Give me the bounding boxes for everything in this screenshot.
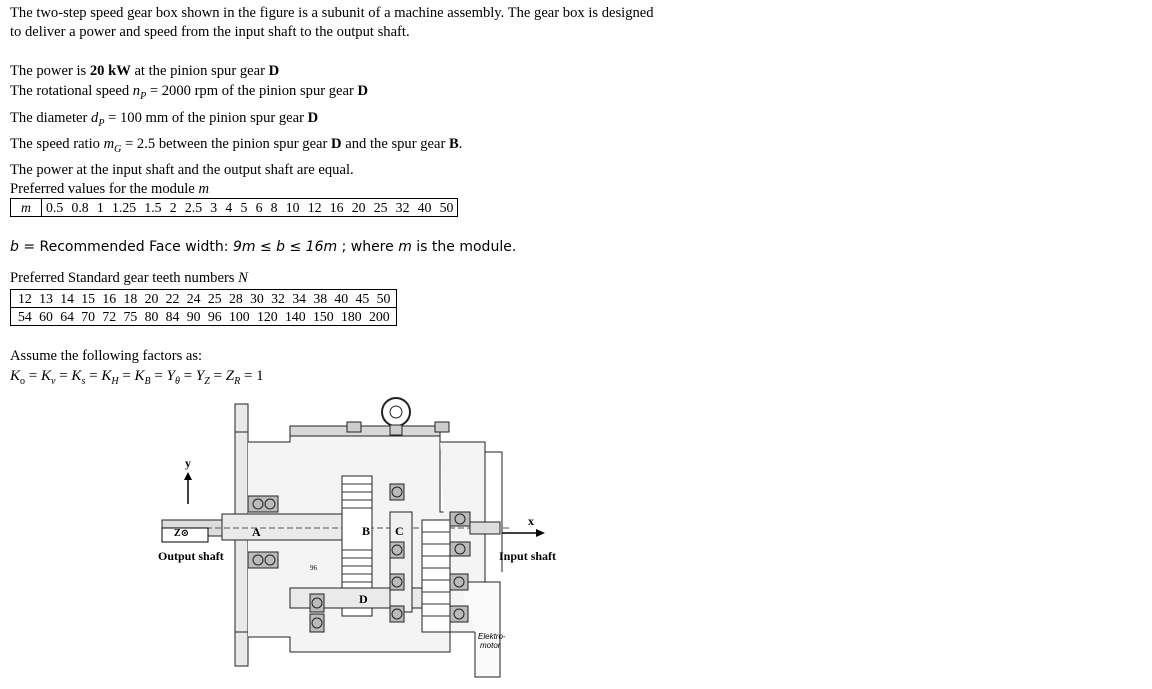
document-page bbox=[10, 4, 1140, 392]
face-width-line: b = Recommended Face width: 9m ≤ b ≤ 16m ; where m is the module. bbox=[10, 239, 517, 256]
module-value: 3 bbox=[210, 200, 218, 216]
power-line: The power is 20 kW at the pinion spur gear D bbox=[10, 63, 280, 79]
module-value: 10 bbox=[285, 200, 300, 216]
module-value: 1.5 bbox=[144, 200, 162, 216]
teeth-value: 32 bbox=[271, 290, 285, 306]
factors-heading: Assume the following factors as: bbox=[10, 347, 203, 364]
teeth-value: 45 bbox=[355, 290, 370, 306]
module-table bbox=[10, 198, 458, 217]
teeth-value: 140 bbox=[284, 308, 306, 324]
teeth-value: 13 bbox=[39, 290, 53, 306]
teeth-value: 100 bbox=[228, 308, 250, 324]
teeth-value: 84 bbox=[165, 308, 180, 324]
teeth-value: 64 bbox=[60, 308, 74, 324]
module-value: 1 bbox=[96, 200, 104, 216]
teeth-row-1 bbox=[11, 289, 397, 307]
module-value: 1.25 bbox=[111, 200, 137, 216]
teeth-value: 90 bbox=[186, 308, 201, 324]
teeth-value: 40 bbox=[334, 290, 349, 306]
teeth-row-2 bbox=[11, 307, 397, 325]
module-symbol-cell: m bbox=[11, 199, 42, 217]
diameter-line: The diameter $d_P = 100$ mm of the pinion spur gear D bbox=[10, 109, 319, 129]
teeth-value: 80 bbox=[144, 308, 159, 324]
zo-label: Z⊙ bbox=[174, 528, 190, 539]
teeth-value: 120 bbox=[256, 308, 278, 324]
factors-equation: $K_o = K_v = K_s = K_H = K_B = Y_\theta = Y_Z = Z_R = 1$ bbox=[10, 367, 264, 387]
teeth-value: 18 bbox=[123, 290, 138, 306]
teeth-value: 75 bbox=[123, 308, 138, 324]
input-shaft-label: Input shaft bbox=[499, 549, 557, 563]
label-b: B bbox=[362, 524, 371, 538]
output-shaft-label: Output shaft bbox=[158, 549, 224, 563]
intro-line-2: to deliver a power and speed from the input shaft to the output shaft. bbox=[10, 24, 410, 40]
gearbox-svg bbox=[150, 392, 570, 680]
module-value: 6 bbox=[255, 200, 263, 216]
module-value: 16 bbox=[329, 200, 344, 216]
module-value: 12 bbox=[307, 200, 322, 216]
module-value: 2.5 bbox=[184, 200, 203, 216]
label-d: D bbox=[359, 592, 368, 606]
preferred-module-heading: Preferred values for the module m bbox=[10, 181, 209, 198]
electromotor-label-1: Elektro- bbox=[478, 632, 506, 641]
teeth-value: 34 bbox=[292, 290, 307, 306]
teeth-value: 54 bbox=[18, 308, 32, 324]
teeth-value: 28 bbox=[228, 290, 243, 306]
electromotor-label-2: motor bbox=[480, 641, 501, 650]
teeth-value: 200 bbox=[368, 308, 390, 324]
teeth-value: 14 bbox=[60, 290, 74, 306]
teeth-value: 16 bbox=[102, 290, 117, 306]
intro-line-1: The two-step speed gear box shown in the figure is a subunit of a machine assembly. The gear box is designed bbox=[10, 5, 654, 21]
module-value: 32 bbox=[395, 200, 410, 216]
module-value: 50 bbox=[439, 200, 454, 216]
module-value: 25 bbox=[373, 200, 388, 216]
teeth-value: 38 bbox=[313, 290, 328, 306]
module-value: 0.8 bbox=[71, 200, 89, 216]
teeth-value: 72 bbox=[102, 308, 117, 324]
teeth-value: 30 bbox=[250, 290, 264, 306]
ratio-line: The speed ratio $m_G = 2.5$ between the pinion spur gear D and the spur gear B. bbox=[10, 135, 463, 155]
module-value: 40 bbox=[417, 200, 432, 216]
teeth-value: 25 bbox=[207, 290, 222, 306]
power-equal-line: The power at the input shaft and the output shaft are equal. bbox=[10, 161, 354, 178]
teeth-value: 150 bbox=[312, 308, 334, 324]
teeth-value: 22 bbox=[165, 290, 180, 306]
teeth-heading: Preferred Standard gear teeth numbers N bbox=[10, 269, 248, 286]
teeth-value: 24 bbox=[186, 290, 201, 306]
speed-line: The rotational speed $n_P = 2000$ rpm of the pinion spur gear D bbox=[10, 83, 369, 103]
gearbox-drawing bbox=[150, 392, 570, 680]
teeth-value: 60 bbox=[39, 308, 53, 324]
dimension-96-label: 96 bbox=[310, 564, 317, 572]
module-value: 0.5 bbox=[46, 200, 64, 216]
teeth-value: 12 bbox=[18, 290, 32, 306]
label-a: A bbox=[252, 525, 261, 539]
lifting-eye bbox=[382, 398, 410, 426]
gear-right bbox=[422, 520, 450, 632]
y-axis-label: y bbox=[185, 456, 191, 470]
x-axis-label: x bbox=[528, 514, 534, 528]
module-value: 20 bbox=[351, 200, 366, 216]
module-value: 4 bbox=[225, 200, 233, 216]
module-value: 2 bbox=[169, 200, 177, 216]
module-value: 8 bbox=[270, 200, 278, 216]
teeth-table bbox=[10, 289, 397, 326]
module-value: 5 bbox=[240, 200, 248, 216]
teeth-value: 50 bbox=[376, 290, 391, 306]
module-values-cell bbox=[42, 199, 458, 217]
teeth-value: 180 bbox=[340, 308, 362, 324]
teeth-value: 96 bbox=[207, 308, 222, 324]
input-shaft-stub bbox=[470, 522, 500, 534]
teeth-value: 20 bbox=[144, 290, 159, 306]
teeth-value: 70 bbox=[81, 308, 96, 324]
teeth-value: 15 bbox=[81, 290, 96, 306]
label-c: C bbox=[395, 524, 404, 538]
